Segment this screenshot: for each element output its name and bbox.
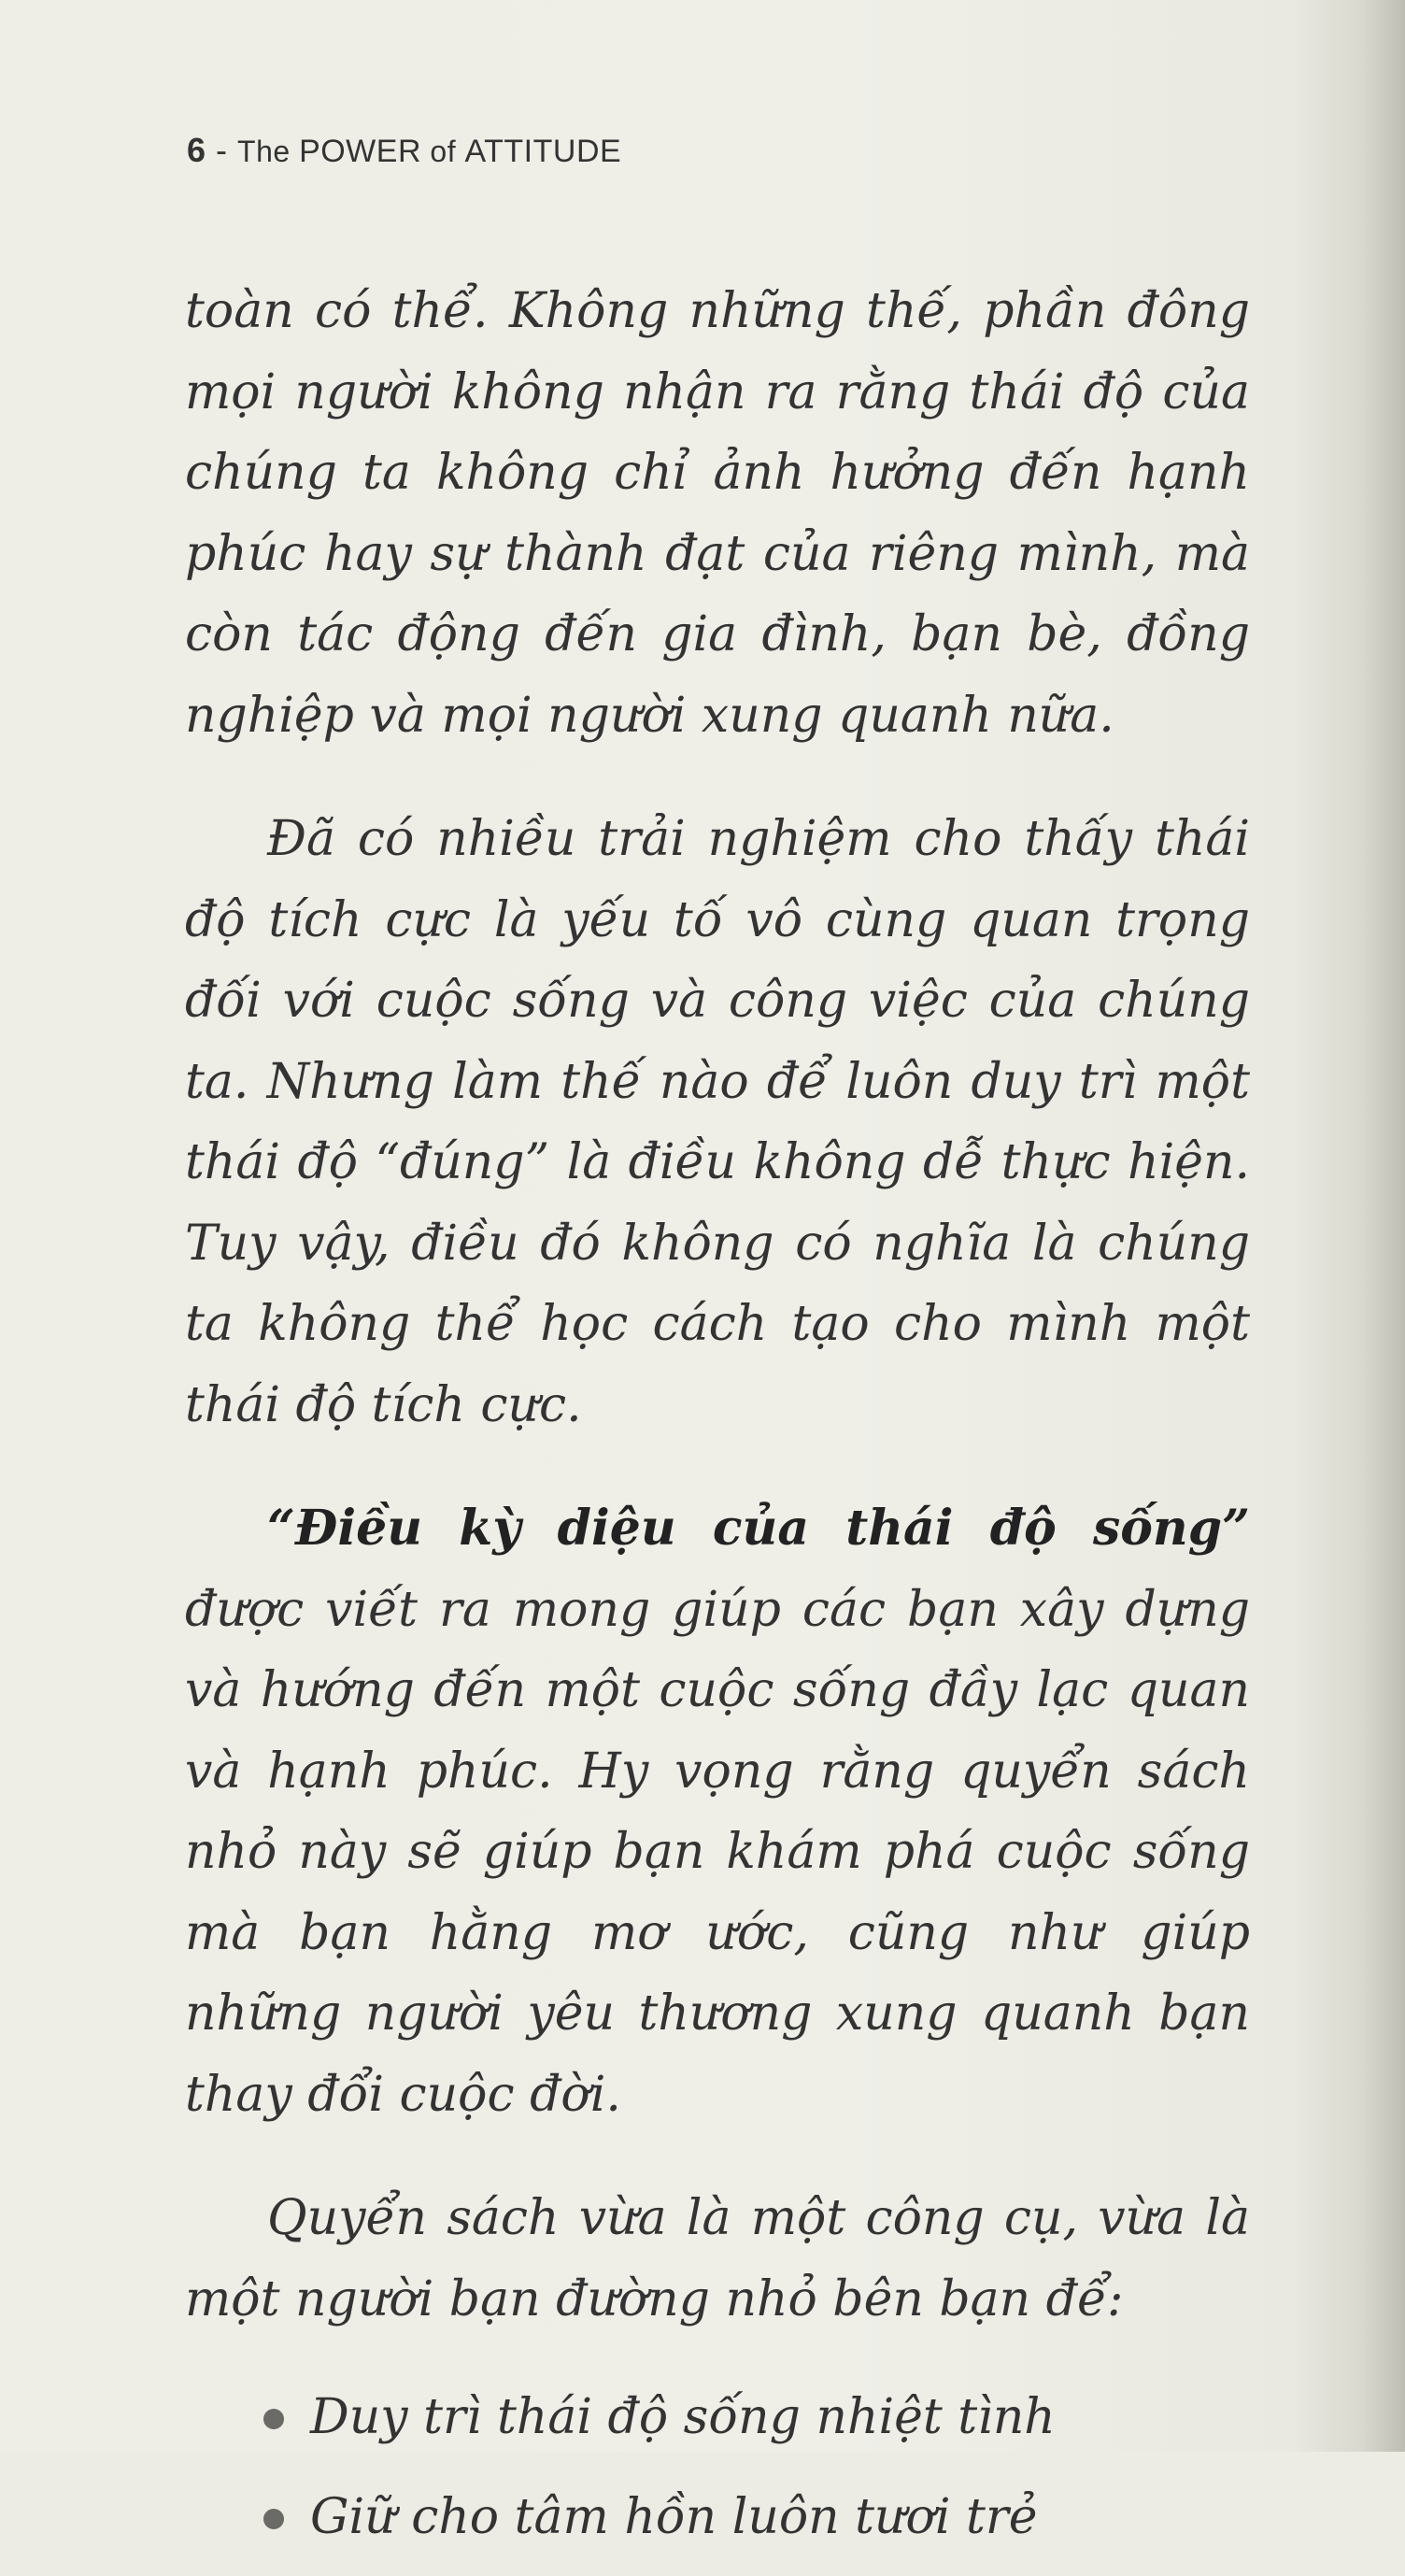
bullet-dot-icon (263, 2409, 284, 2429)
bullet-dot-icon (263, 2509, 284, 2529)
header-the: The (237, 135, 300, 168)
list-item (185, 2377, 1250, 2458)
body-text (185, 271, 1250, 2576)
book-title-quote: “Điều kỳ diệu của thái độ sống” (267, 1500, 1250, 1557)
paragraph-4: Quyển sách vừa là một công cụ, vừa là một người bạn đường nhỏ bên bạn để: (185, 2190, 1250, 2327)
paragraph-3 (185, 1488, 1250, 2135)
header-attitude: ATTITUDE (464, 134, 622, 169)
page-number: 6 (187, 131, 206, 169)
header-separator: - (206, 131, 238, 169)
bullet-list (185, 2377, 1250, 2557)
running-header (187, 131, 621, 170)
paragraph-3-text: được viết ra mong giúp các bạn xây dựng và hướng đến một cuộc sống đầy lạc quan và hạnh phúc. Hy vọng rằng quyển sách nhỏ này sẽ giúp bạn khám phá cuộc sống mà bạn hằng mơ ước, cũng như giúp những người yêu thương xung quanh bạn thay đổi cuộc đời. (185, 1581, 1250, 2123)
header-of: of (421, 135, 465, 168)
list-item (185, 2477, 1250, 2558)
bullet-text: Giữ cho tâm hồn luôn tươi trẻ (310, 2488, 1038, 2545)
paragraph-2: Đã có nhiều trải nghiệm cho thấy thái độ tích cực là yếu tố vô cùng quan trọng đối với cuộc sống và công việc của chúng ta. Nhưng làm thế nào để luôn duy trì một thái độ “đúng” là điều không dễ thực hiện. Tuy vậy, điều đó không có nghĩa là chúng ta không thể học cách tạo cho mình một thái độ tích cực. (185, 811, 1250, 1433)
bullet-text: Duy trì thái độ sống nhiệt tình (310, 2389, 1056, 2445)
header-power: POWER (299, 134, 422, 169)
paragraph-1: toàn có thể. Không những thế, phần đông mọi người không nhận ra rằng thái độ của chúng ta không chỉ ảnh hưởng đến hạnh phúc hay sự thành đạt của riêng mình, mà còn tác động đến gia đình, bạn bè, đồng nghiệp và mọi người xung quanh nữa. (185, 283, 1250, 744)
